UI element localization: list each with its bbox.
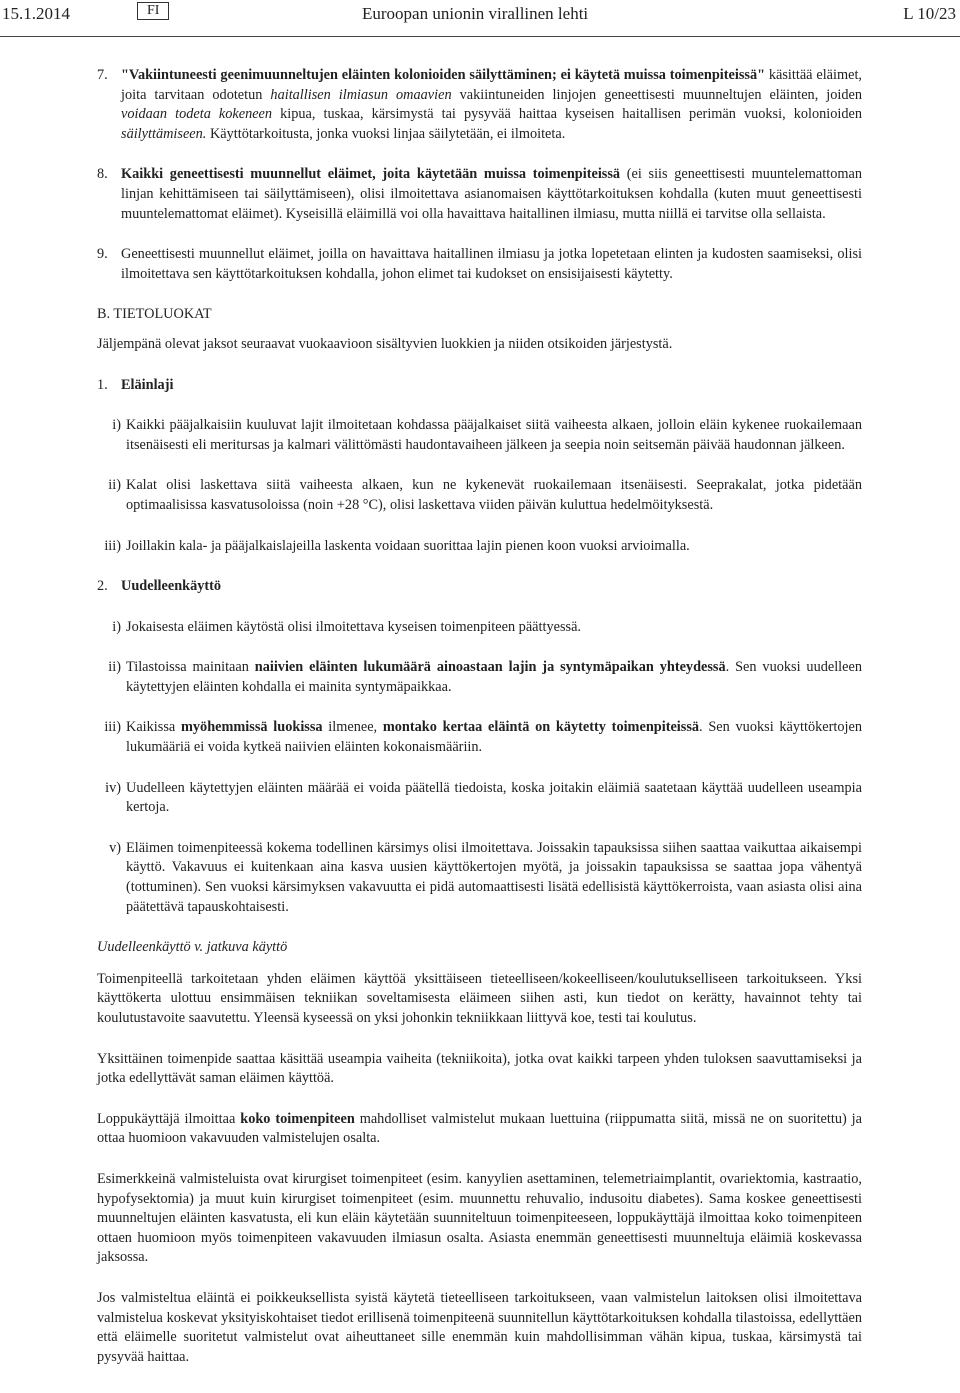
italic-heading: Uudelleenkäyttö v. jatkuva käyttö xyxy=(97,939,288,956)
list-item: i) Kaikki pääjalkaisiin kuuluvat lajit ilmoitetaan kohdassa pääjalkaiset siitä vaiheesta alkaen, jolloin eläin kykenee ruokailemaan itsenäisesti eli meritursas ja kalmari välittömästi haudontavaiheen jälkeen ja seepia noin seitsemän päivää haudonnan jälkeen. xyxy=(112,417,862,453)
document-body xyxy=(97,66,862,1367)
header-divider xyxy=(0,36,960,37)
paragraph-number: 7. xyxy=(97,67,108,83)
list-item: iv) Uudelleen käytettyjen eläinten määrää ei voida päätellä tiedoista, koska joitakin eläimiä saatetaan käyttää uudelleen useampia kertoja. xyxy=(105,779,862,816)
paragraph-text: "Vakiintuneesti geenimuunneltujen eläinten kolonioiden säilyttäminen; ei käytetä muissa toimenpiteissä" käsittää eläimet, joita tarvitaan odotetun haitallisen ilmiasun omaavien vakiintuneiden linjojen geneettisesti muunneltujen eläinten, joiden voidaan todeta kokeneen kipua, tuskaa, kärsimystä tai pysyvää haittaa kyseisen haitallisen perimän vuoksi, kolonioiden säilyttämiseen. Käyttötarkoitusta, jonka vuoksi linjaa säilytetään, ei ilmoiteta. xyxy=(121,67,862,142)
list-item: ii) Kalat olisi laskettava siitä vaiheesta alkaen, kun ne kykenevät ruokailemaan itsenäisesti. Seeprakalat, jotka pidetään optimaalisissa kasvatusoloissa (noin +28 °C), olisi laskettava viiden päivän kuluttua hedelmöityksestä. xyxy=(108,477,862,513)
paragraph-text: Geneettisesti muunnellut eläimet, joilla on havaittava haitallinen ilmiasu ja jotka lopetetaan elinten ja kudosten saamiseksi, olisi ilmoitettava sen käyttötarkoituksen kohdalla, johon elimet tai kudokset on ensisijaisesti käytetty. xyxy=(121,246,862,282)
list-item: i) Jokaisesta eläimen käytöstä olisi ilmoitettava kyseisen toimenpiteen päättyessä. xyxy=(112,618,582,635)
page-header xyxy=(0,0,960,38)
paragraph: Jos valmisteltua eläintä ei poikkeuksellista syistä käytetä tieteelliseen tarkoitukseen, vaan valmistelun laitoksen olisi ilmoitettava valmistelua koskevat yksityiskohtaiset tiedot erillisenä toimenpiteenä suunnitellun käyttötarkoituksen kohdalla tilastoissa, edellyttäen että eläimelle suoritetut valmistelut ovat aiheuttaneet sille enemmän kuin mahdollisimman vähän kipua, tuskaa, kärsimystä tai pysyvää haittaa. xyxy=(97,1289,862,1365)
list-item: v) Eläimen toimenpiteessä kokema todellinen kärsimys olisi ilmoitettava. Joissakin tapauksissa siihen saattaa vaikuttaa aikaisempi käyttö. Vakavuus ei kuitenkaan aina kasva uusien käyttökertojen myötä, ja joissakin tapauksissa se saattaa jopa vähentyä (tottuminen). Sen vuoksi kärsimyksen vakavuutta ei pidä automaattisesti lisätä edellisistä käyttökerroista, vaan asiasta olisi aina päätettävä tapauskohtaisesti. xyxy=(109,839,862,915)
journal-title: Euroopan unionin virallinen lehti xyxy=(362,4,589,23)
paragraph-9 xyxy=(97,245,862,284)
paragraph-text: Kaikki geneettisesti muunnellut eläimet, joita käytetään muissa toimenpiteissä (ei siis geneettisesti muuntelemattoman linjan kehittämiseen tai säilyttämiseen), olisi ilmoitettava asianomaisen käyttötarkoituksen kohdalla (kuten muut geneettisesti muuntelemattomat eläimet). Kyseisillä eläimillä voi olla havaittava haitallinen ilmiasu, mutta niillä ei tarvitse olla sellaista. xyxy=(121,166,862,222)
subsection-title: Uudelleenkäyttö xyxy=(121,578,222,595)
subsection-heading: 1. Eläinlaji xyxy=(97,376,862,396)
language-badge: FI xyxy=(137,2,169,20)
list-item: ii) Tilastoissa mainitaan naiivien eläinten lukumäärä ainoastaan lajin ja syntymäpaikan yhteydessä. Sen vuoksi uudelleen käytettyjen eläinten kohdalla ei mainita syntymäpaikkaa. xyxy=(108,659,862,695)
list-item: iii) Joillakin kala- ja pääjalkaislajeilla laskenta voidaan suorittaa lajin pienen koon vuoksi arvioimalla. xyxy=(104,537,690,554)
subsection-title: Eläinlaji xyxy=(121,376,174,393)
paragraph: Loppukäyttäjä ilmoittaa koko toimenpiteen mahdolliset valmistelut mukaan luettuina (riippumatta siitä, missä ne on suoritettu) ja ottaa huomioon vakavuuden valmistelujen osalta. xyxy=(97,1110,862,1147)
paragraph: Toimenpiteellä tarkoitetaan yhden eläimen käyttöä yksittäiseen tieteelliseen/kokeelliseen/koulutukselliseen tarkoitukseen. Yksi käyttökerta ulottuu ensimmäisen tekniikan soveltamisesta eläimeen siihen asti, kun tiedot on kerätty, havainnot tehty tai koulutustavoite saavutettu. Yleensä kyseessä on yksi johonkin tekniikkaan liittyvä koe, testi tai koulutus. xyxy=(97,970,862,1026)
paragraph-7 xyxy=(97,66,862,144)
paragraph-number: 9. xyxy=(97,246,108,263)
publication-date: 15.1.2014 xyxy=(2,4,70,23)
section-heading: B. TIETOLUOKAT xyxy=(97,306,212,323)
section-intro: Jäljempänä olevat jaksot seuraavat vuokaavioon sisältyvien luokkien ja niiden otsikoiden järjestystä. xyxy=(97,335,673,352)
paragraph: Esimerkkeinä valmisteluista ovat kirurgiset toimenpiteet (esim. kanyylien asettaminen, telemetriaimplantit, ovariektomia, kastraatio, hypofysektomia) ja muut kuin kirurgiset toimenpiteet (esim. muunnettu rehuvalio, indusoitu diabetes). Sama koskee geneettisesti muunneltujen eläinten kasvatusta, eli kun eläin käytetään suunniteltuun toimenpiteeseen, loppukäyttäjä ilmoittaa koko toimenpiteen ottaen huomioon myös toimenpiteen vakavuuden ilmiasun osalta. Asiasta enemmän geneettisesti muunneltuja eläimiä koskevassa jaksossa. xyxy=(97,1170,862,1266)
paragraph-8 xyxy=(97,165,862,224)
list-item: iii) Kaikissa myöhemmissä luokissa ilmenee, montako kertaa eläintä on käytetty toimenpiteissä. Sen vuoksi käyttökertojen lukumääriä ei voida kytkeä naiivien eläinten kokonaismääriin. xyxy=(104,719,862,756)
page-reference: L 10/23 xyxy=(903,4,956,23)
bold-term: "Vakiintuneesti geenimuunneltujen eläinten kolonioiden säilyttäminen; ei käytetä muissa toimenpiteissä" xyxy=(121,67,766,83)
paragraph-number: 8. xyxy=(97,166,108,183)
paragraph: Yksittäinen toimenpide saattaa käsittää useampia vaiheita (tekniikoita), jotka ovat kaikki tarpeen yhden tuloksen saavuttamiseksi ja jotka edellyttävät saman eläimen käyttöä. xyxy=(97,1050,862,1087)
subsection-heading: 2. Uudelleenkäyttö xyxy=(97,577,862,597)
